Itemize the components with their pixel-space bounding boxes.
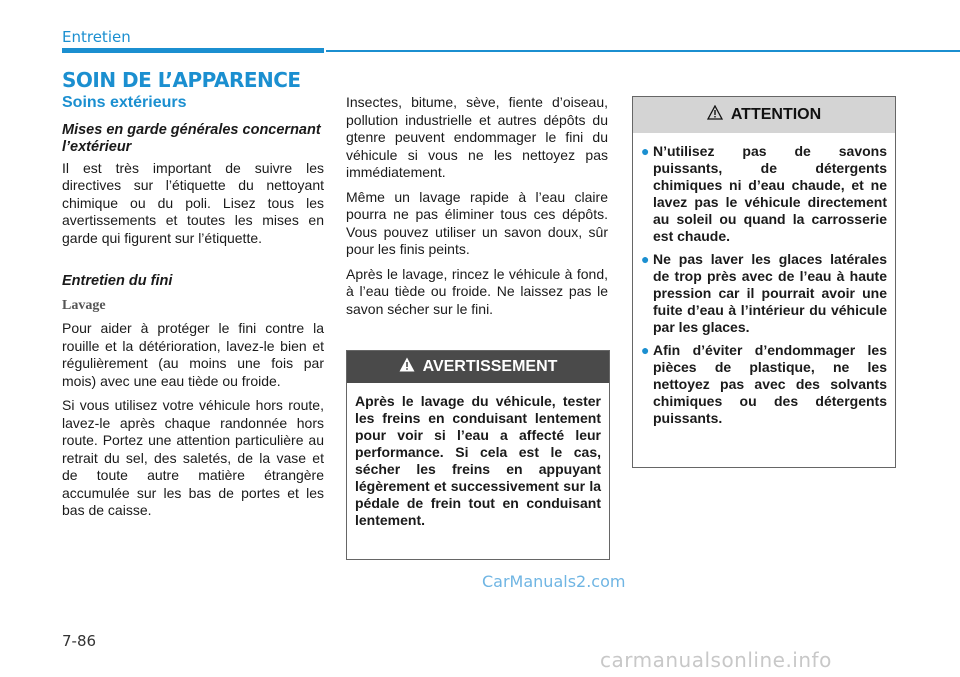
subheading-exterior-care: Soins extérieurs bbox=[62, 94, 187, 111]
warning-box bbox=[346, 350, 610, 560]
bullet-icon: ● bbox=[641, 143, 650, 159]
header-rule-thick bbox=[62, 48, 324, 53]
heading-washing: Lavage bbox=[62, 297, 106, 313]
attention-title: ATTENTION bbox=[730, 106, 822, 123]
attention-header bbox=[633, 97, 895, 133]
attention-item-text: Ne pas laver les glaces latérales de trop près avec de l’eau à haute pression car il pourrait avoir une fuite d’eau à l’intérieur du véhicule par les glaces. bbox=[653, 251, 887, 335]
attention-list bbox=[633, 133, 895, 427]
warning-title: AVERTISSEMENT bbox=[422, 358, 558, 375]
watermark-link[interactable]: CarManuals2.com bbox=[482, 572, 626, 591]
paragraph-deposits: Insectes, bitume, sève, fiente d’oiseau, pollution industrielle et autres dépôts du gtenre peuvent endommager le fini du véhicule si vous ne les nettoyez pas immédiatement. bbox=[346, 94, 608, 180]
attention-item-text: Afin d’éviter d’endommager les pièces de plastique, ne les nettoyez pas avec des solvants chimiques ou des détergents puissants. bbox=[653, 342, 887, 426]
page-number: 7-86 bbox=[62, 632, 97, 650]
heading-finish-care: Entretien du fini bbox=[62, 273, 173, 289]
list-item bbox=[641, 251, 887, 336]
bullet-icon: ● bbox=[641, 251, 650, 267]
warning-header bbox=[347, 351, 609, 383]
section-label: Entretien bbox=[62, 28, 131, 46]
heading-general-warnings: Mises en garde générales concernant l’extérieur bbox=[62, 121, 321, 155]
warning-triangle-icon bbox=[399, 357, 415, 377]
paragraph-label-instructions: Il est très important de suivre les directives sur l’étiquette du nettoyant chimique ou du poli. Lisez tous les avertissements et toutes les mises en garde qui figurent sur l’étiquette. bbox=[62, 159, 324, 246]
bullet-icon: ● bbox=[641, 342, 650, 358]
paragraph-rinse: Après le lavage, rincez le véhicule à fond, à l’eau tiède ou froide. Ne laissez pas le savon sécher sur le fini. bbox=[346, 265, 608, 317]
attention-box bbox=[632, 96, 896, 468]
caution-triangle-icon bbox=[707, 105, 723, 125]
list-item bbox=[641, 342, 887, 427]
paragraph-offroad-washing: Si vous utilisez votre véhicule hors route, lavez-le après chaque randonnée hors route. Portez une attention particulière au retrait du sel, des saletés, de la vase et de toute autre matière étrangère accumulée sur les bas de portes et les bas de caisse. bbox=[62, 397, 324, 518]
header-rule-thin bbox=[326, 50, 960, 52]
list-item bbox=[641, 143, 887, 245]
footer-watermark: carmanualsonline.info bbox=[600, 648, 832, 672]
column-left bbox=[62, 94, 324, 527]
paragraph-washing-frequency: Pour aider à protéger le fini contre la rouille et la détérioration, lavez-le bien et régulièrement (au moins une fois par mois) avec une eau tiède ou froide. bbox=[62, 320, 324, 389]
column-middle bbox=[346, 94, 608, 325]
attention-item-text: N’utilisez pas de savons puissants, de détergents chimiques ni d’eau chaude, et ne lavez pas le véhicule directement au soleil ou quand la carrosserie est chaude. bbox=[653, 143, 887, 244]
warning-text: Après le lavage du véhicule, tester les freins en conduisant lentement pour voir si l’eau a affecté leur performance. Si cela est le cas, sécher les freins en appuyant légèrement et successivement sur la pédale de frein tout en conduisant lentement. bbox=[355, 393, 601, 528]
paragraph-quick-wash: Même un lavage rapide à l’eau claire pourra ne pas éliminer tous ces dépôts. Vous pouvez utiliser un savon doux, sûr pour les finis peints. bbox=[346, 188, 608, 257]
page-title: SOIN DE L’APPARENCE bbox=[62, 68, 301, 92]
